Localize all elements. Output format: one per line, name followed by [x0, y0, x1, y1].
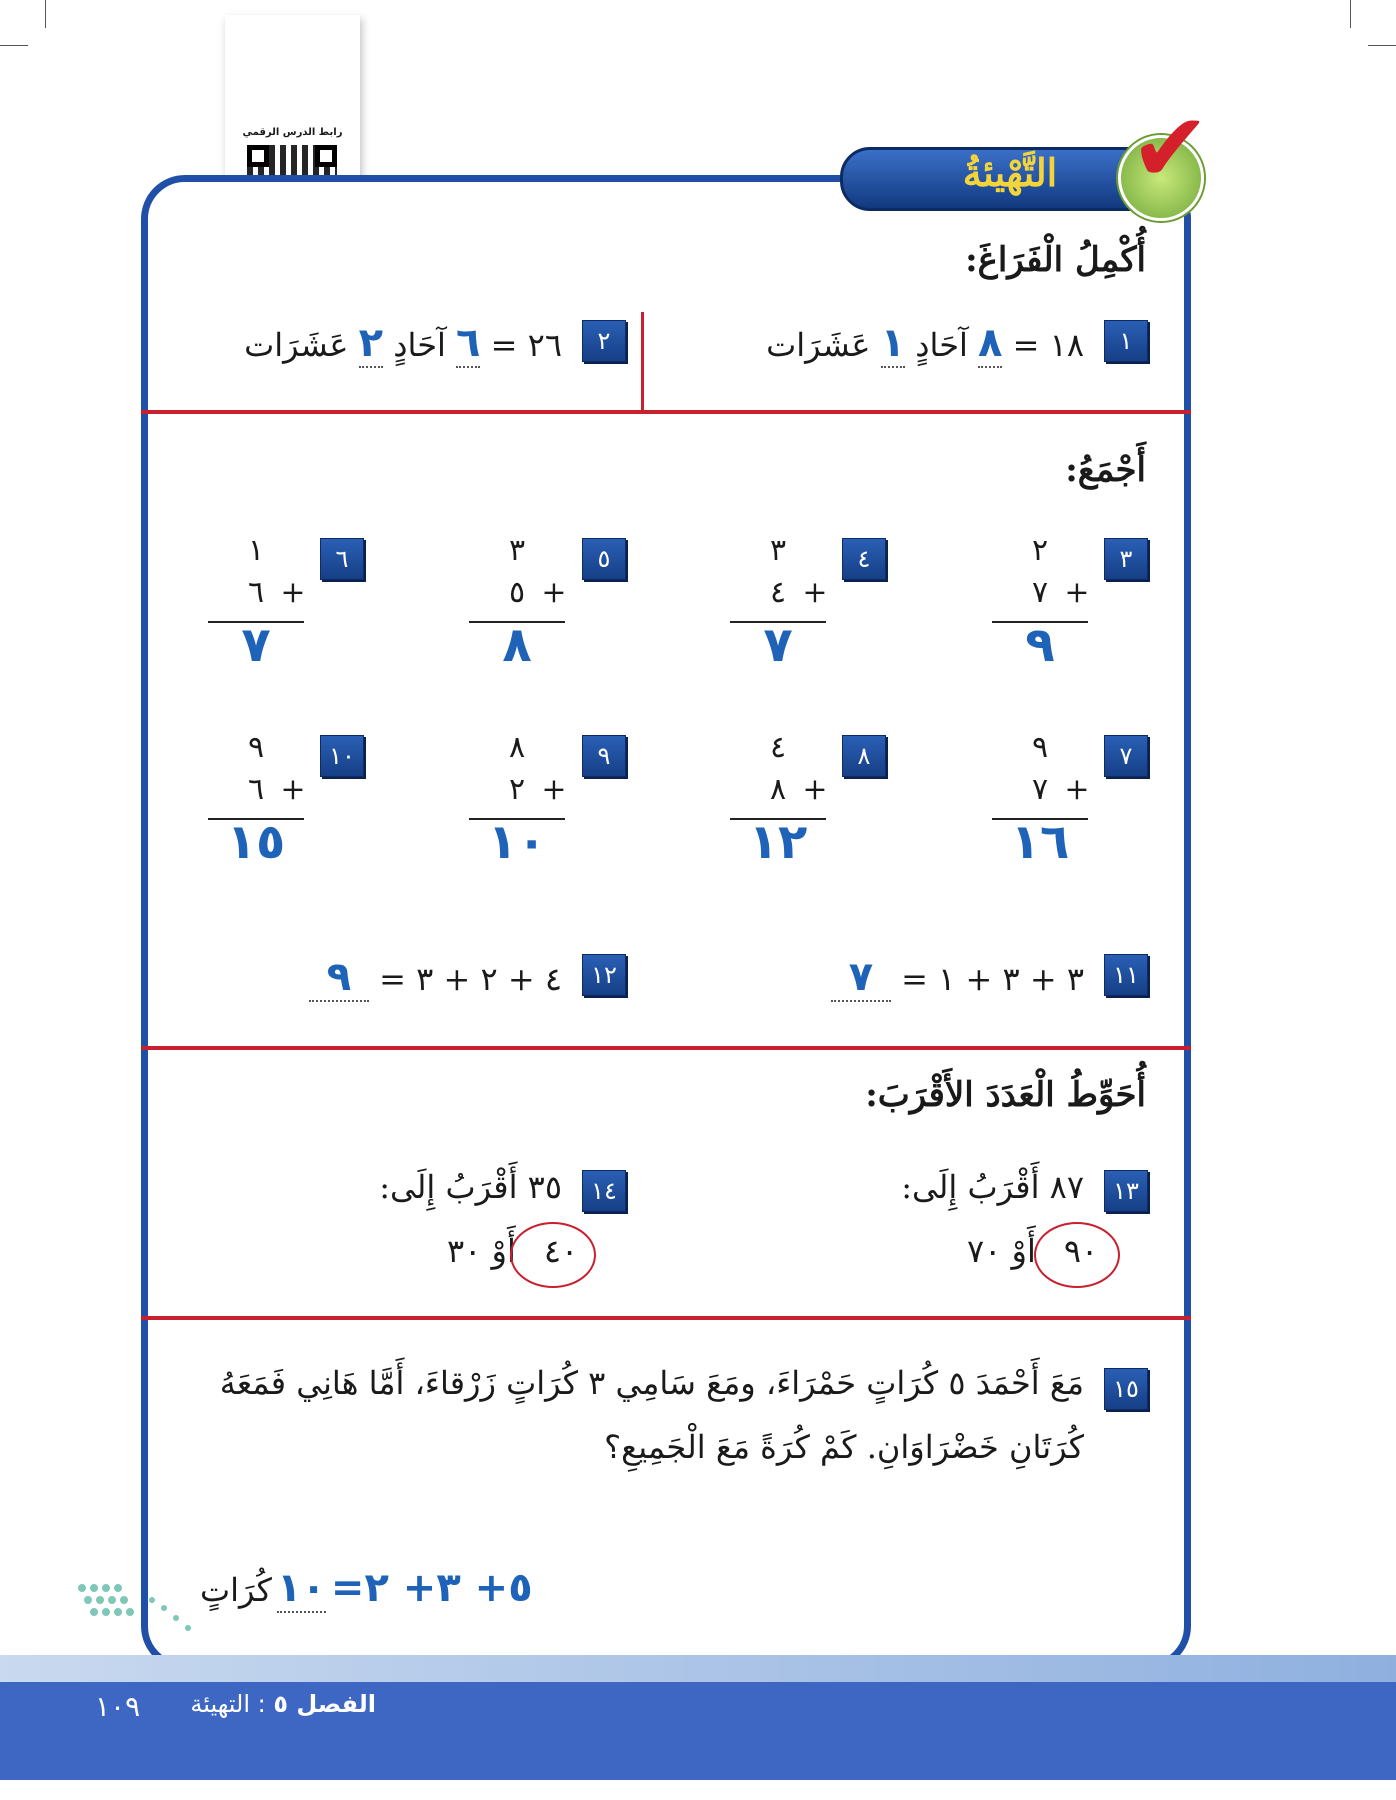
- section-divider: [141, 1316, 1191, 1320]
- banner-title: التَّهْيئةُ: [962, 150, 1058, 195]
- footer-chapter: الفصل ٥ : التهيئة: [190, 1690, 376, 1718]
- watermark-dots-icon: [72, 1578, 202, 1638]
- qr-corner: [315, 145, 337, 167]
- circled-answer: ٤٠: [543, 1232, 579, 1270]
- answer-ones: ٨: [978, 320, 1003, 366]
- problem-number: ١: [1104, 320, 1148, 362]
- answer: ٧: [763, 617, 793, 673]
- section2-heading: أَجْمَعُ:: [1065, 450, 1146, 490]
- qr-label: رابط الدرس الرقمي: [242, 127, 343, 138]
- problem-13-choices: ٩٠ أَوْ ٧٠: [967, 1232, 1116, 1270]
- answer-circle: [1034, 1222, 1120, 1288]
- problem-number: ٨: [842, 735, 886, 777]
- problem-number: ١٠: [320, 735, 364, 777]
- answer: ٨: [502, 617, 532, 673]
- crop-mark: [0, 45, 28, 46]
- answer-ones: ٦: [456, 320, 481, 366]
- section1-heading: أُكْمِلُ الْفَرَاغَ:: [965, 240, 1146, 280]
- word-problem-line2: كُرَتَانِ خَضْرَاوَانِ. كَمْ كُرَةً مَعَ الْجَمِيعِ؟: [604, 1428, 1084, 1466]
- answer: ٩: [326, 954, 352, 1000]
- problem-12: ٤ + ٢ + ٣ = ٩: [309, 954, 562, 1002]
- crop-mark: [1368, 45, 1396, 46]
- answer-tens: ١: [880, 320, 906, 366]
- page-number: ١٠٩: [95, 1690, 141, 1723]
- circled-answer: ٩٠: [1063, 1232, 1099, 1270]
- answer-value: ١٠: [277, 1565, 326, 1611]
- answer: ٩: [1025, 617, 1055, 673]
- answer: ٧: [848, 954, 874, 1000]
- problem-14-question: ٣٥ أَقْرَبُ إِلَى:: [379, 1168, 562, 1206]
- answer-unit: كُرَاتٍ: [200, 1571, 272, 1609]
- problem-2: ٢٦ = ٦ آحَادٍ ٢ عَشَرَات: [244, 320, 562, 366]
- answer: ٧: [241, 617, 271, 673]
- problem-number: ١٤: [582, 1170, 626, 1212]
- answer: ١٢: [748, 814, 808, 870]
- problem-number: ١١: [1104, 954, 1148, 996]
- answer-expression: ٥+ ٣+ ٢=: [330, 1565, 533, 1611]
- section-divider: [141, 410, 1191, 414]
- problem-number: ١٣: [1104, 1170, 1148, 1212]
- problem-14-choices: ٤٠ أَوْ ٣٠: [447, 1232, 596, 1270]
- answer: ١٥: [226, 814, 286, 870]
- answer-circle: [510, 1222, 596, 1288]
- word-problem-line1: مَعَ أَحْمَدَ ٥ كُرَاتٍ حَمْرَاءَ، ومَعَ سَامِي ٣ كُرَاتٍ زَرْقاءَ، أَمَّا هَانِي فَمَعَهُ: [219, 1364, 1084, 1402]
- answer-tens: ٢: [358, 320, 384, 366]
- problem-number: ٤: [842, 538, 886, 580]
- problem-number: ٥: [582, 538, 626, 580]
- word-problem-answer: [200, 1565, 533, 1613]
- problem-11: ٣ + ٣ + ١ = ٧: [831, 954, 1084, 1002]
- divider: [641, 312, 644, 412]
- problem-number: ٦: [320, 538, 364, 580]
- section3-heading: أُحَوِّطُ الْعَدَدَ الأَقْرَبَ:: [865, 1075, 1146, 1115]
- problem-number: ١٢: [582, 954, 626, 996]
- section-divider: [141, 1046, 1191, 1050]
- problem-number: ٣: [1104, 538, 1148, 580]
- crop-mark: [45, 0, 46, 28]
- answer: ١٠: [487, 814, 547, 870]
- problem-number: ٢: [582, 320, 626, 362]
- qr-corner: [247, 145, 269, 167]
- problem-1: ١٨ = ٨ آحَادٍ ١ عَشَرَات: [766, 320, 1084, 366]
- check-mark-icon: ✔: [1130, 92, 1211, 204]
- problem-number: ٩: [582, 735, 626, 777]
- crop-mark: [1350, 0, 1351, 28]
- problem-13-question: ٨٧ أَقْرَبُ إِلَى:: [901, 1168, 1084, 1206]
- problem-number: ١٥: [1104, 1368, 1148, 1410]
- problem-number: ٧: [1104, 735, 1148, 777]
- answer: ١٦: [1010, 814, 1070, 870]
